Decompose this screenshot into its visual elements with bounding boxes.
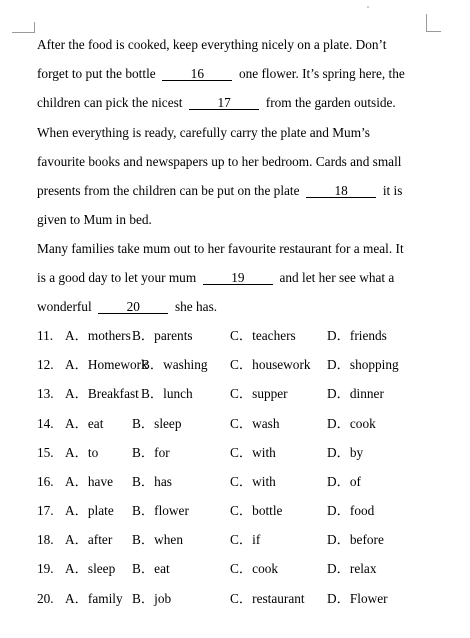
passage-line (37, 125, 370, 141)
option-a: A．sleep (65, 561, 116, 576)
option-c: C．housework (230, 357, 311, 372)
option-d: D．friends (327, 328, 387, 343)
question-number: 14. (37, 416, 54, 431)
passage-line (37, 95, 396, 111)
option-c: C．teachers (230, 328, 296, 343)
passage-line (37, 37, 386, 53)
option-b: B．job (132, 591, 172, 606)
question-row (37, 357, 447, 373)
question-row (37, 591, 447, 607)
option-c: C．wash (230, 416, 280, 431)
passage-text: favourite books and newspapers up to her bedroom. Cards and small (37, 154, 402, 169)
option-a: A．family (65, 591, 123, 606)
option-b: B．flower (132, 503, 189, 518)
blank-16: 16 (162, 67, 232, 81)
question-number: 19. (37, 561, 54, 576)
question-row (37, 386, 447, 402)
option-d: D．Flower (327, 591, 388, 606)
option-c: C．with (230, 474, 276, 489)
option-d: D．of (327, 474, 361, 489)
passage-text: wonderful (37, 299, 92, 314)
passage-text: given to Mum in bed. (37, 212, 152, 227)
option-d: D．shopping (327, 357, 399, 372)
passage-text: one flower. It’s spring here, the (238, 66, 405, 81)
passage-line (37, 241, 404, 257)
option-b: B．washing (141, 357, 208, 372)
option-c: C．supper (230, 386, 288, 401)
passage-text: and let her see what a (279, 270, 395, 285)
option-c: C．cook (230, 561, 279, 576)
option-b: B．parents (132, 328, 193, 343)
passage-text: Many families take mum out to her favourite restaurant for a meal. It (37, 241, 404, 256)
option-a: A．eat (65, 416, 104, 431)
question-number: 20. (37, 591, 54, 606)
question-number: 15. (37, 445, 54, 460)
option-d: D．dinner (327, 386, 384, 401)
passage-text: forget to put the bottle (37, 66, 156, 81)
option-c: C．bottle (230, 503, 283, 518)
passage-text: After the food is cooked, keep everything nicely on a plate. Don’t (37, 37, 387, 52)
option-d: D．cook (327, 416, 376, 431)
blank-19: 19 (203, 271, 273, 285)
passage-text: is a good day to let your mum (37, 270, 197, 285)
option-a: A．after (65, 532, 113, 547)
passage-line (37, 66, 405, 82)
passage-line (37, 183, 402, 199)
passage-text: it is (382, 183, 403, 198)
option-a: A．plate (65, 503, 114, 518)
option-a: A．have (65, 474, 113, 489)
option-a: A．mothers (65, 328, 131, 343)
option-b: B．eat (132, 561, 170, 576)
option-b: B．for (132, 445, 170, 460)
question-row (37, 503, 447, 519)
option-d: D．relax (327, 561, 377, 576)
option-d: D．by (327, 445, 364, 460)
question-number: 16. (37, 474, 54, 489)
option-c: C．if (230, 532, 261, 547)
passage-text: she has. (174, 299, 218, 314)
option-c: C．with (230, 445, 276, 460)
passage-line (37, 212, 152, 228)
question-row (37, 445, 447, 461)
question-row (37, 416, 447, 432)
blank-20: 20 (98, 300, 168, 314)
passage-line (37, 299, 217, 315)
question-number: 17. (37, 503, 54, 518)
option-d: D．before (327, 532, 384, 547)
blank-18: 18 (306, 184, 376, 198)
option-c: C．restaurant (230, 591, 305, 606)
option-b: B．has (132, 474, 172, 489)
option-d: D．food (327, 503, 375, 518)
question-number: 13. (37, 386, 54, 401)
question-number: 12. (37, 357, 54, 372)
passage-text: from the garden outside. (265, 95, 396, 110)
option-b: B．lunch (141, 386, 193, 401)
option-b: B．when (132, 532, 183, 547)
question-number: 18. (37, 532, 54, 547)
passage-text: presents from the children can be put on the plate (37, 183, 300, 198)
option-b: B．sleep (132, 416, 182, 431)
option-a: A．Breakfast (65, 386, 139, 401)
crop-mark-top-left (12, 22, 35, 33)
blank-17: 17 (189, 96, 259, 110)
question-row (37, 328, 447, 344)
option-a: A．Homework (65, 357, 148, 372)
question-row (37, 561, 447, 577)
crop-mark-top-right (426, 14, 441, 32)
option-a: A．to (65, 445, 99, 460)
passage-text: When everything is ready, carefully carry the plate and Mum’s (37, 125, 370, 140)
passage-line (37, 154, 401, 170)
question-row (37, 532, 447, 548)
question-row (37, 474, 447, 490)
question-number: 11. (37, 328, 54, 343)
passage-line (37, 270, 394, 286)
margin-dot (367, 6, 369, 8)
passage-text: children can pick the nicest (37, 95, 183, 110)
